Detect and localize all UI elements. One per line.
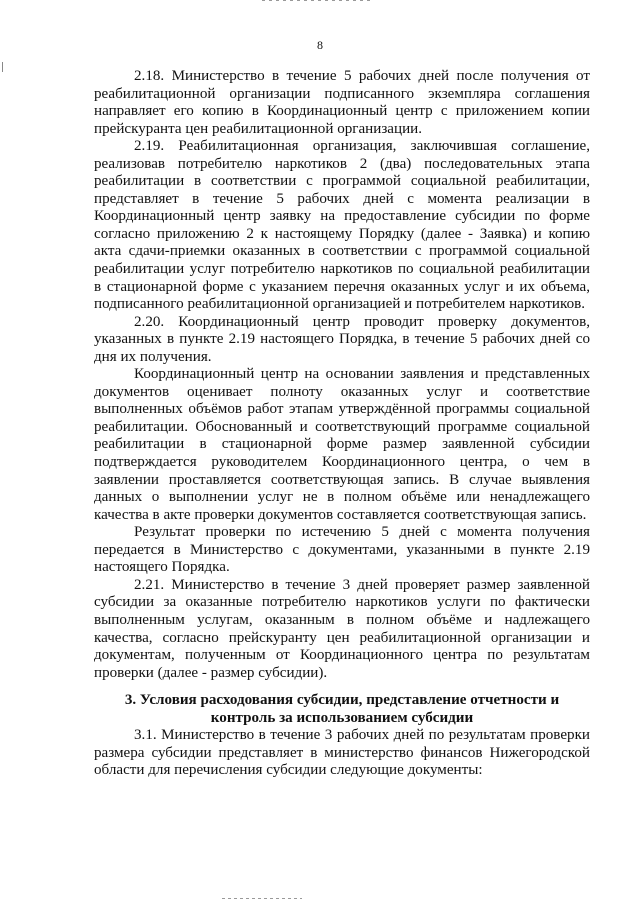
paragraph-2-18: 2.18. Министерство в течение 5 рабочих дней после получения от реабилитационной организации подписанного экземпляра соглашения направляет его копию в Координационный центр с приложением копии прейскуранта цен реабилитационной организации. xyxy=(94,68,590,137)
section-3-heading xyxy=(94,692,590,727)
section-3-heading-line-2: контроль за использованием субсидии xyxy=(210,709,474,726)
paragraph-2-19: 2.19. Реабилитационная организация, заключившая соглашение, реализовав потребителю наркотиков 2 (два) последовательных этапа реабилитации в соответствии с программой социальной реабилитации, представляет в течение 5 рабочих дней с момента реализации в Координационный центр заявку на предоставление субсидии по форме согласно приложению 2 к настоящему Порядку (далее - Заявка) и копию акта сдачи-приемки оказанных в соответствии с программой социальной реабилитации услуг потребителю наркотиков по социальной реабилитации в стационарной форме с указанием перечня оказанных услуг и их объема, подписанного реабилитационной организацией и потребителем наркотиков. xyxy=(94,138,590,313)
paragraph-3-1: 3.1. Министерство в течение 3 рабочих дней по результатам проверки размера субсидии представляет в министерство финансов Нижегородской области для перечисления субсидии следующие документы: xyxy=(94,727,590,779)
document-body xyxy=(94,68,590,780)
paragraph-2-20: 2.20. Координационный центр проводит проверку документов, указанных в пункте 2.19 настоящего Порядка, в течение 5 рабочих дней со дня их получения. xyxy=(94,313,590,365)
page-number: 8 xyxy=(317,38,323,52)
paragraph-2-21: 2.21. Министерство в течение 3 дней проверяет размер заявленной субсидии за оказанные потребителю наркотиков услуги по фактически выполненным услугам, оказанным в полном объёме и надлежащего качества, согласно прейскуранту цен реабилитационной организации и документам, полученным от Координационного центра по результатам проверки (далее - размер субсидии). xyxy=(94,576,590,681)
scan-artifact-left xyxy=(2,62,3,72)
paragraph-2-20-evaluation: Координационный центр на основании заявления и представленных документов оценивает полноту оказанных услуг и соответствие выполненных объёмов работ этапам утверждённой программы социальной реабилитации. Обоснованный и соответствующий программе социальной реабилитации в стационарной форме размер заявленной субсидии подтверждается руководителем Координационного центра, о чем в заявлении проставляется соответствующая запись. В случае выявления данных о выполнении услуг не в полном объёме или ненадлежащего качества в акте проверки документов составляется соответствующая запись. xyxy=(94,366,590,523)
section-3-heading-line-1: 3. Условия расходования субсидии, представление отчетности и xyxy=(124,692,560,709)
paragraph-2-20-result: Результат проверки по истечению 5 дней с момента получения передается в Министерство с документами, указанными в пункте 2.19 настоящего Порядка. xyxy=(94,524,590,576)
scan-artifact-bottom xyxy=(222,898,302,899)
scan-artifact-top xyxy=(262,0,372,1)
